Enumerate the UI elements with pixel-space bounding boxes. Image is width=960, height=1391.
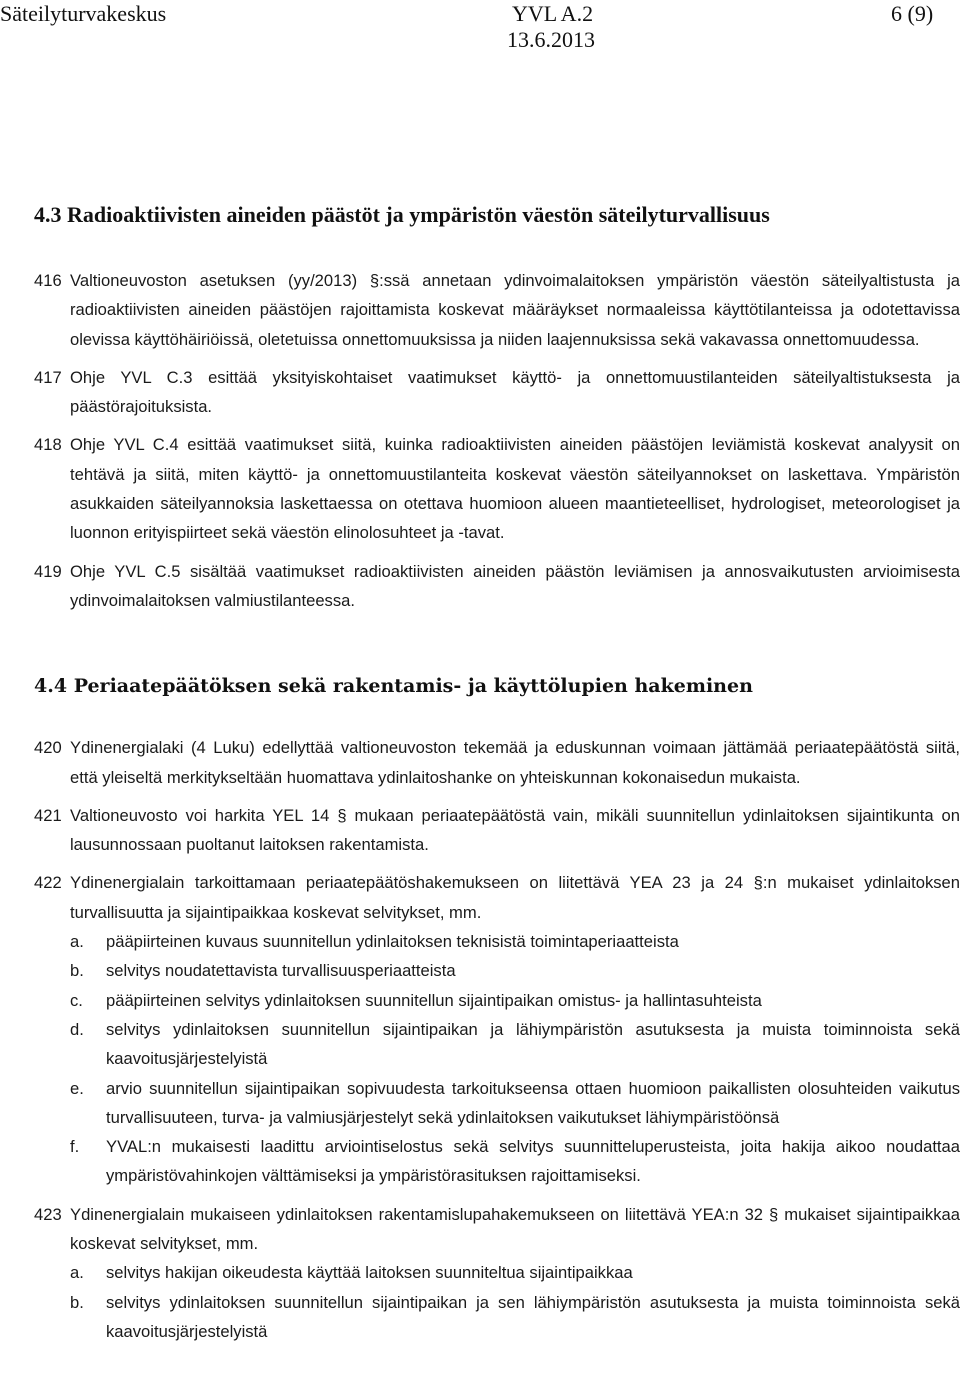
list-item-label: e. bbox=[70, 1078, 84, 1098]
paragraph-body bbox=[70, 868, 960, 1190]
paragraph-number: 418 bbox=[34, 435, 62, 455]
list-item-label: c. bbox=[70, 990, 83, 1010]
paragraph-420 bbox=[34, 733, 960, 792]
paragraph-number: 421 bbox=[34, 805, 62, 825]
document-body bbox=[34, 202, 960, 1346]
paragraph-text: Ohje YVL C.3 esittää yksityiskohtaiset vaatimukset käyttö- ja onnettomuustilanteiden säteilyaltistuksesta ja päästörajoituksista. bbox=[70, 367, 960, 417]
paragraph-421 bbox=[34, 801, 960, 860]
list-item bbox=[70, 986, 960, 1015]
list-item-label: b. bbox=[70, 1292, 84, 1312]
organization-name: Säteilyturvakeskus bbox=[0, 1, 167, 26]
paragraph-number: 417 bbox=[34, 367, 62, 387]
requirements-list bbox=[70, 927, 960, 1191]
list-item-text: selvitys ydinlaitoksen suunnitellun sijaintipaikan ja sen lähiympäristön asutuksesta ja muista toiminnoista sekä kaavoitusjärjestelyistä bbox=[106, 1292, 960, 1341]
section-title: Radioaktiivisten aineiden päästöt ja ympäristön väestön säteilyturvallisuus bbox=[67, 202, 770, 227]
paragraph-text: Ydinenergialaki (4 Luku) edellyttää valtioneuvoston tekemää ja eduskunnan voimaan jättämää periaatepäätöstä siitä, että yleiseltä merkitykseltään huomattava ydinlaitoshanke on yhteiskunnan kokonaisedun mukaista. bbox=[70, 738, 960, 787]
section-heading-4-3 bbox=[34, 202, 960, 228]
list-item-text: selvitys ydinlaitoksen suunnitellun sijaintipaikan ja lähiympäristön asutuksesta ja muista toiminnoista sekä kaavoitusjärjestelyistä bbox=[106, 1019, 960, 1069]
list-item-text: pääpiirteinen selvitys ydinlaitoksen suunnitellun sijaintipaikan omistus- ja hallintasuhteista bbox=[106, 990, 762, 1010]
list-item-text: selvitys noudatettavista turvallisuusperiaatteista bbox=[106, 961, 456, 981]
list-item bbox=[70, 1258, 960, 1287]
paragraph-423 bbox=[34, 1200, 960, 1346]
section-number: 4.3 bbox=[34, 202, 62, 227]
list-item-text: pääpiirteinen kuvaus suunnitellun ydinlaitoksen teknisistä toimintaperiaatteista bbox=[106, 932, 679, 952]
paragraph-416 bbox=[34, 266, 960, 354]
requirements-list bbox=[70, 1258, 960, 1346]
list-item bbox=[70, 1132, 960, 1191]
paragraph-text: Valtioneuvosto voi harkita YEL 14 § mukaan periaatepäätöstä vain, mikäli suunnitellun ydinlaitoksen sijaintikunta on lausunnossaan puoltanut laitoksen rakentamista. bbox=[70, 805, 960, 855]
list-item-label: a. bbox=[70, 1263, 84, 1283]
paragraph-419 bbox=[34, 557, 960, 616]
paragraph-422 bbox=[34, 868, 960, 1190]
list-item-label: b. bbox=[70, 961, 84, 981]
paragraph-body bbox=[70, 1200, 960, 1346]
page-header bbox=[0, 0, 960, 58]
list-item-label: d. bbox=[70, 1019, 84, 1039]
paragraph-number: 422 bbox=[34, 873, 62, 893]
list-item bbox=[70, 1288, 960, 1347]
document-code: YVL A.2 bbox=[512, 1, 594, 26]
list-item bbox=[70, 1015, 960, 1074]
list-item-text: selvitys hakijan oikeudesta käyttää laitoksen suunniteltua sijaintipaikkaa bbox=[106, 1263, 633, 1283]
paragraph-418 bbox=[34, 430, 960, 547]
paragraph-text: Ydinenergialain tarkoittamaan periaatepäätöshakemukseen on liitettävä YEA 23 ja 24 §:n mukaiset ydinlaitoksen turvallisuutta ja sijaintipaikkaa koskevat selvitykset, mm. bbox=[70, 873, 960, 922]
paragraph-417 bbox=[34, 363, 960, 422]
section-number: 4.4 bbox=[34, 675, 68, 698]
list-item bbox=[70, 956, 960, 985]
list-item-text: arvio suunnitellun sijaintipaikan sopivuudesta tarkoitukseensa ottaen huomioon paikallisten olosuhteiden vaikutus turvallisuuteen, turva- ja valmiusjärjestelyt sekä ydinlaitoksen vaikutukset lähiympäristöönsä bbox=[106, 1078, 960, 1127]
list-item-label: f. bbox=[70, 1137, 80, 1157]
paragraph-text: Valtioneuvoston asetuksen (yy/2013) §:ssä annetaan ydinvoimalaitoksen ympäristön väestön säteilyaltistusta ja radioaktiivisten aineiden päästöjen rajoittamista koskevat määräykset normaaleissa käyttötilanteissa ja odotettavissa olevissa käyttöhäiriöissä, oletetuissa onnettomuuksissa ja niiden laajennuksissa sekä vakavassa onnettomuudessa. bbox=[70, 271, 960, 349]
paragraph-number: 416 bbox=[34, 271, 62, 290]
paragraph-number: 419 bbox=[34, 561, 62, 581]
list-item-text: YVAL:n mukaisesti laadittu arviointiselostus sekä selvitys suunnitteluperusteista, joita hakija aikoo noudattaa ympäristövahinkojen välttämiseksi ja ympäristörasituksen rajoittamiseksi. bbox=[106, 1137, 960, 1186]
paragraph-text: Ohje YVL C.5 sisältää vaatimukset radioaktiivisten aineiden päästön leviämisen ja annosvaikutusten arvioimisesta ydinvoimalaitoksen valmiustilanteessa. bbox=[70, 561, 960, 610]
paragraph-number: 420 bbox=[34, 738, 62, 758]
section-heading-4-4 bbox=[34, 675, 960, 697]
list-item-label: a. bbox=[70, 932, 84, 952]
list-item bbox=[70, 927, 960, 956]
page-number: 6 (9) bbox=[891, 1, 934, 26]
list-item bbox=[70, 1074, 960, 1133]
document-date: 13.6.2013 bbox=[507, 27, 595, 52]
paragraph-number: 423 bbox=[34, 1204, 62, 1224]
paragraph-text: Ydinenergialain mukaiseen ydinlaitoksen rakentamislupahakemukseen on liitettävä YEA:n 32 § mukaiset sijaintipaikkaa koskevat selvitykset, mm. bbox=[70, 1204, 960, 1254]
paragraph-text: Ohje YVL C.4 esittää vaatimukset siitä, kuinka radioaktiivisten aineiden päästöjen leviämistä koskevat analyysit on tehtävä ja siitä, miten käyttö- ja onnettomuustilanteita koskevat väestön säteilyannokset on laskettava. Ympäristön asukkaiden säteilyannoksia laskettaessa on otettava huomioon alueen maantieteelliset, hydrologiset, meteorologiset ja luonnon erityispiirteet sekä väestön elinolosuhteet ja -tavat. bbox=[70, 435, 960, 543]
section-title: Periaatepäätöksen sekä rakentamis- ja käyttölupien hakeminen bbox=[73, 675, 753, 698]
